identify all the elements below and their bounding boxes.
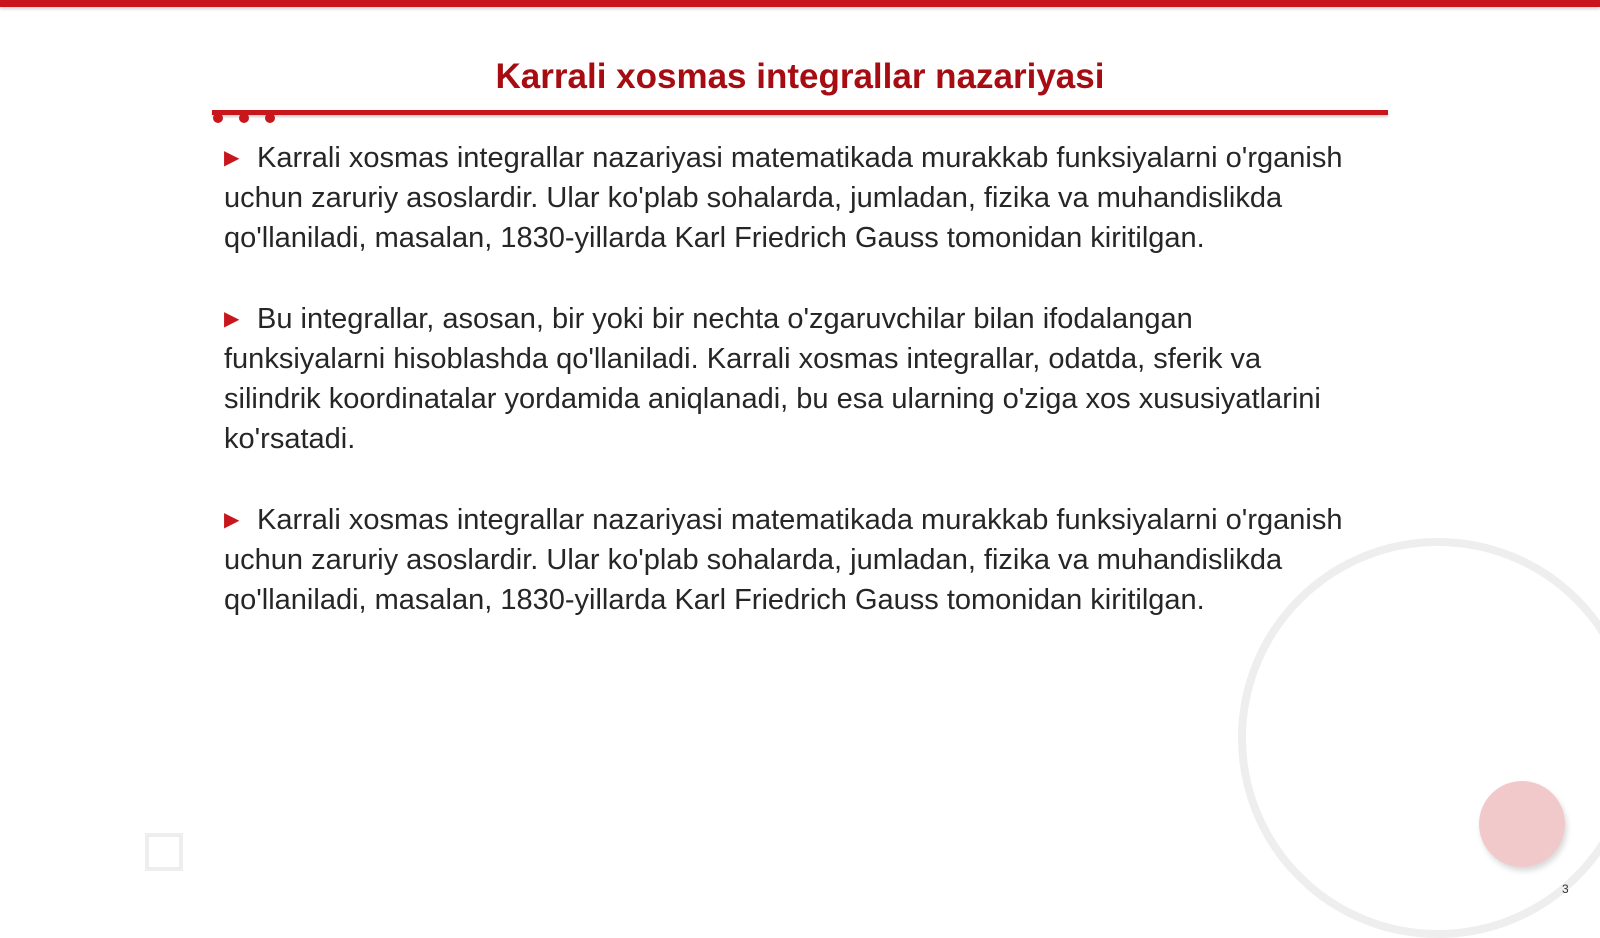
- bullet-paragraph: [224, 138, 1354, 258]
- bullet-paragraph: [224, 299, 1354, 459]
- slide-title: Karrali xosmas integrallar nazariyasi: [495, 57, 1105, 96]
- triangle-right-icon: ▶: [224, 509, 240, 531]
- bullet-paragraph: [224, 500, 1354, 620]
- slide-content: [224, 138, 1354, 661]
- decorative-dot: [265, 113, 275, 123]
- triangle-right-icon: ▶: [224, 308, 240, 330]
- paragraph-text: Bu integrallar, asosan, bir yoki bir nechta o'zgaruvchilar bilan ifodalangan funksiyalarni hisoblashda qo'llaniladi. Karrali xosmas integrallar, odatda, sferik va silindrik koordinatalar yordamida aniqlanadi, bu esa ularning o'ziga xos xususiyatlarini ko'rsatadi.: [224, 303, 1321, 455]
- triangle-right-icon: ▶: [224, 147, 240, 169]
- top-accent-bar: [0, 0, 1600, 7]
- decorative-dot: [239, 113, 249, 123]
- paragraph-text: Karrali xosmas integrallar nazariyasi matematikada murakkab funksiyalarni o'rganish uchun zaruriy asoslardir. Ular ko'plab sohalarda, jumladan, fizika va muhandislikda qo'llaniladi, masalan, 1830-yillarda Karl Friedrich Gauss tomonidan kiritilgan.: [224, 142, 1343, 254]
- decorative-circle-pink: [1479, 781, 1565, 867]
- title-underline: [212, 110, 1388, 115]
- decorative-square-outline: [145, 833, 183, 871]
- page-number: 3: [1562, 882, 1569, 896]
- paragraph-text: Karrali xosmas integrallar nazariyasi matematikada murakkab funksiyalarni o'rganish uchun zaruriy asoslardir. Ular ko'plab sohalarda, jumladan, fizika va muhandislikda qo'llaniladi, masalan, 1830-yillarda Karl Friedrich Gauss tomonidan kiritilgan.: [224, 504, 1343, 616]
- decorative-dot: [213, 113, 223, 123]
